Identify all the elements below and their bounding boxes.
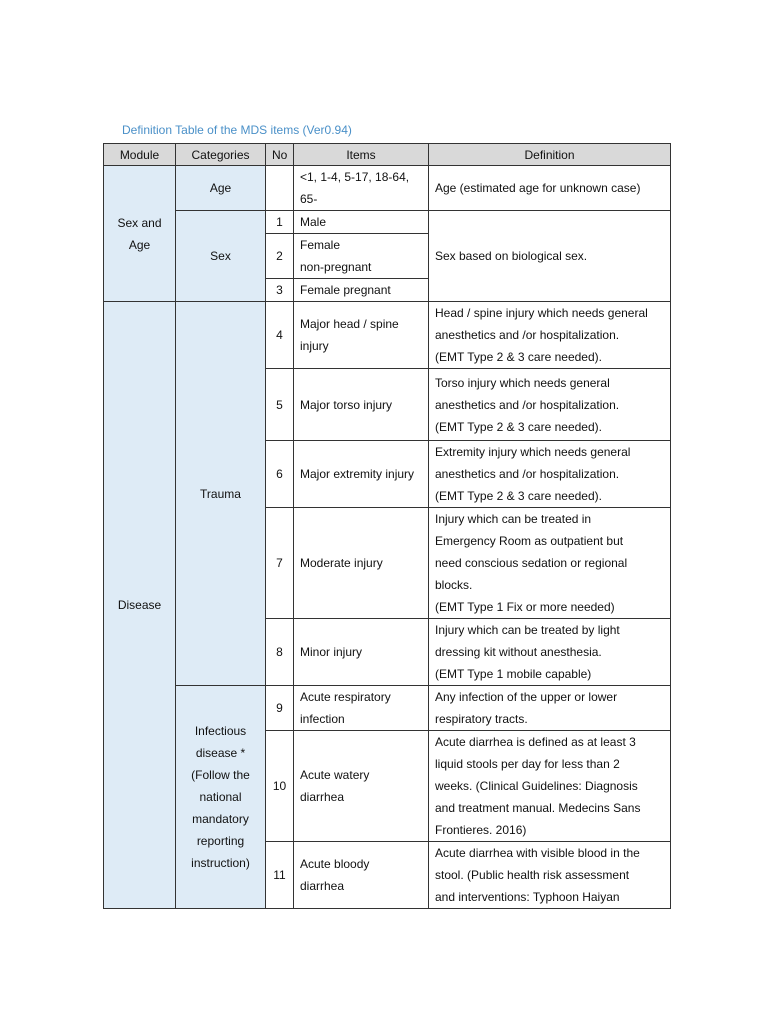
header-no: No (266, 144, 294, 166)
module-sex-and-age: Sex and Age (104, 166, 176, 302)
category-sex: Sex (176, 211, 266, 302)
header-categories: Categories (176, 144, 266, 166)
header-module: Module (104, 144, 176, 166)
row-definition: Sex based on biological sex. (429, 211, 671, 302)
row-number: 1 (266, 211, 294, 234)
table-row (104, 211, 671, 234)
row-definition: Head / spine injury which needs general anesthetics and /or hospitalization. (EMT Type 2 & 3 care needed). (429, 302, 671, 369)
row-number: 10 (266, 731, 294, 842)
row-number: 7 (266, 508, 294, 619)
row-item: Major torso injury (294, 369, 429, 441)
row-item: Major extremity injury (294, 441, 429, 508)
row-definition: Age (estimated age for unknown case) (429, 166, 671, 211)
row-item: Minor injury (294, 619, 429, 686)
row-item: <1, 1-4, 5-17, 18-64, 65- (294, 166, 429, 211)
table-row (104, 302, 671, 369)
row-number: 4 (266, 302, 294, 369)
row-item: Major head / spine injury (294, 302, 429, 369)
row-item: Acute watery diarrhea (294, 731, 429, 842)
row-number: 11 (266, 842, 294, 909)
row-definition: Acute diarrhea with visible blood in the stool. (Public health risk assessment and interventions: Typhoon Haiyan (429, 842, 671, 909)
row-definition: Any infection of the upper or lower respiratory tracts. (429, 686, 671, 731)
row-definition: Extremity injury which needs general anesthetics and /or hospitalization. (EMT Type 2 & 3 care needed). (429, 441, 671, 508)
row-number: 6 (266, 441, 294, 508)
row-item: Female non-pregnant (294, 234, 429, 279)
header-items: Items (294, 144, 429, 166)
row-definition: Acute diarrhea is defined as at least 3 liquid stools per day for less than 2 weeks. (Clinical Guidelines: Diagnosis and treatment manual. Medecins Sans Frontieres. 2016) (429, 731, 671, 842)
category-trauma: Trauma (176, 302, 266, 686)
document-title: Definition Table of the MDS items (Ver0.94) (122, 123, 352, 137)
row-item: Acute bloody diarrhea (294, 842, 429, 909)
row-item: Male (294, 211, 429, 234)
row-number: 5 (266, 369, 294, 441)
row-number: 9 (266, 686, 294, 731)
row-number: 3 (266, 279, 294, 302)
module-disease: Disease (104, 302, 176, 909)
row-item: Acute respiratory infection (294, 686, 429, 731)
category-age: Age (176, 166, 266, 211)
row-number: 8 (266, 619, 294, 686)
row-item: Female pregnant (294, 279, 429, 302)
mds-definition-table (103, 143, 671, 909)
row-number (266, 166, 294, 211)
category-infectious-disease: Infectious disease * (Follow the national mandatory reporting instruction) (176, 686, 266, 909)
row-item: Moderate injury (294, 508, 429, 619)
row-number: 2 (266, 234, 294, 279)
header-definition: Definition (429, 144, 671, 166)
row-definition: Injury which can be treated in Emergency Room as outpatient but need conscious sedation or regional blocks. (EMT Type 1 Fix or more needed) (429, 508, 671, 619)
table-header-row (104, 144, 671, 166)
row-definition: Injury which can be treated by light dressing kit without anesthesia. (EMT Type 1 mobile capable) (429, 619, 671, 686)
row-definition: Torso injury which needs general anesthetics and /or hospitalization. (EMT Type 2 & 3 care needed). (429, 369, 671, 441)
table-row (104, 166, 671, 211)
table-row (104, 686, 671, 731)
